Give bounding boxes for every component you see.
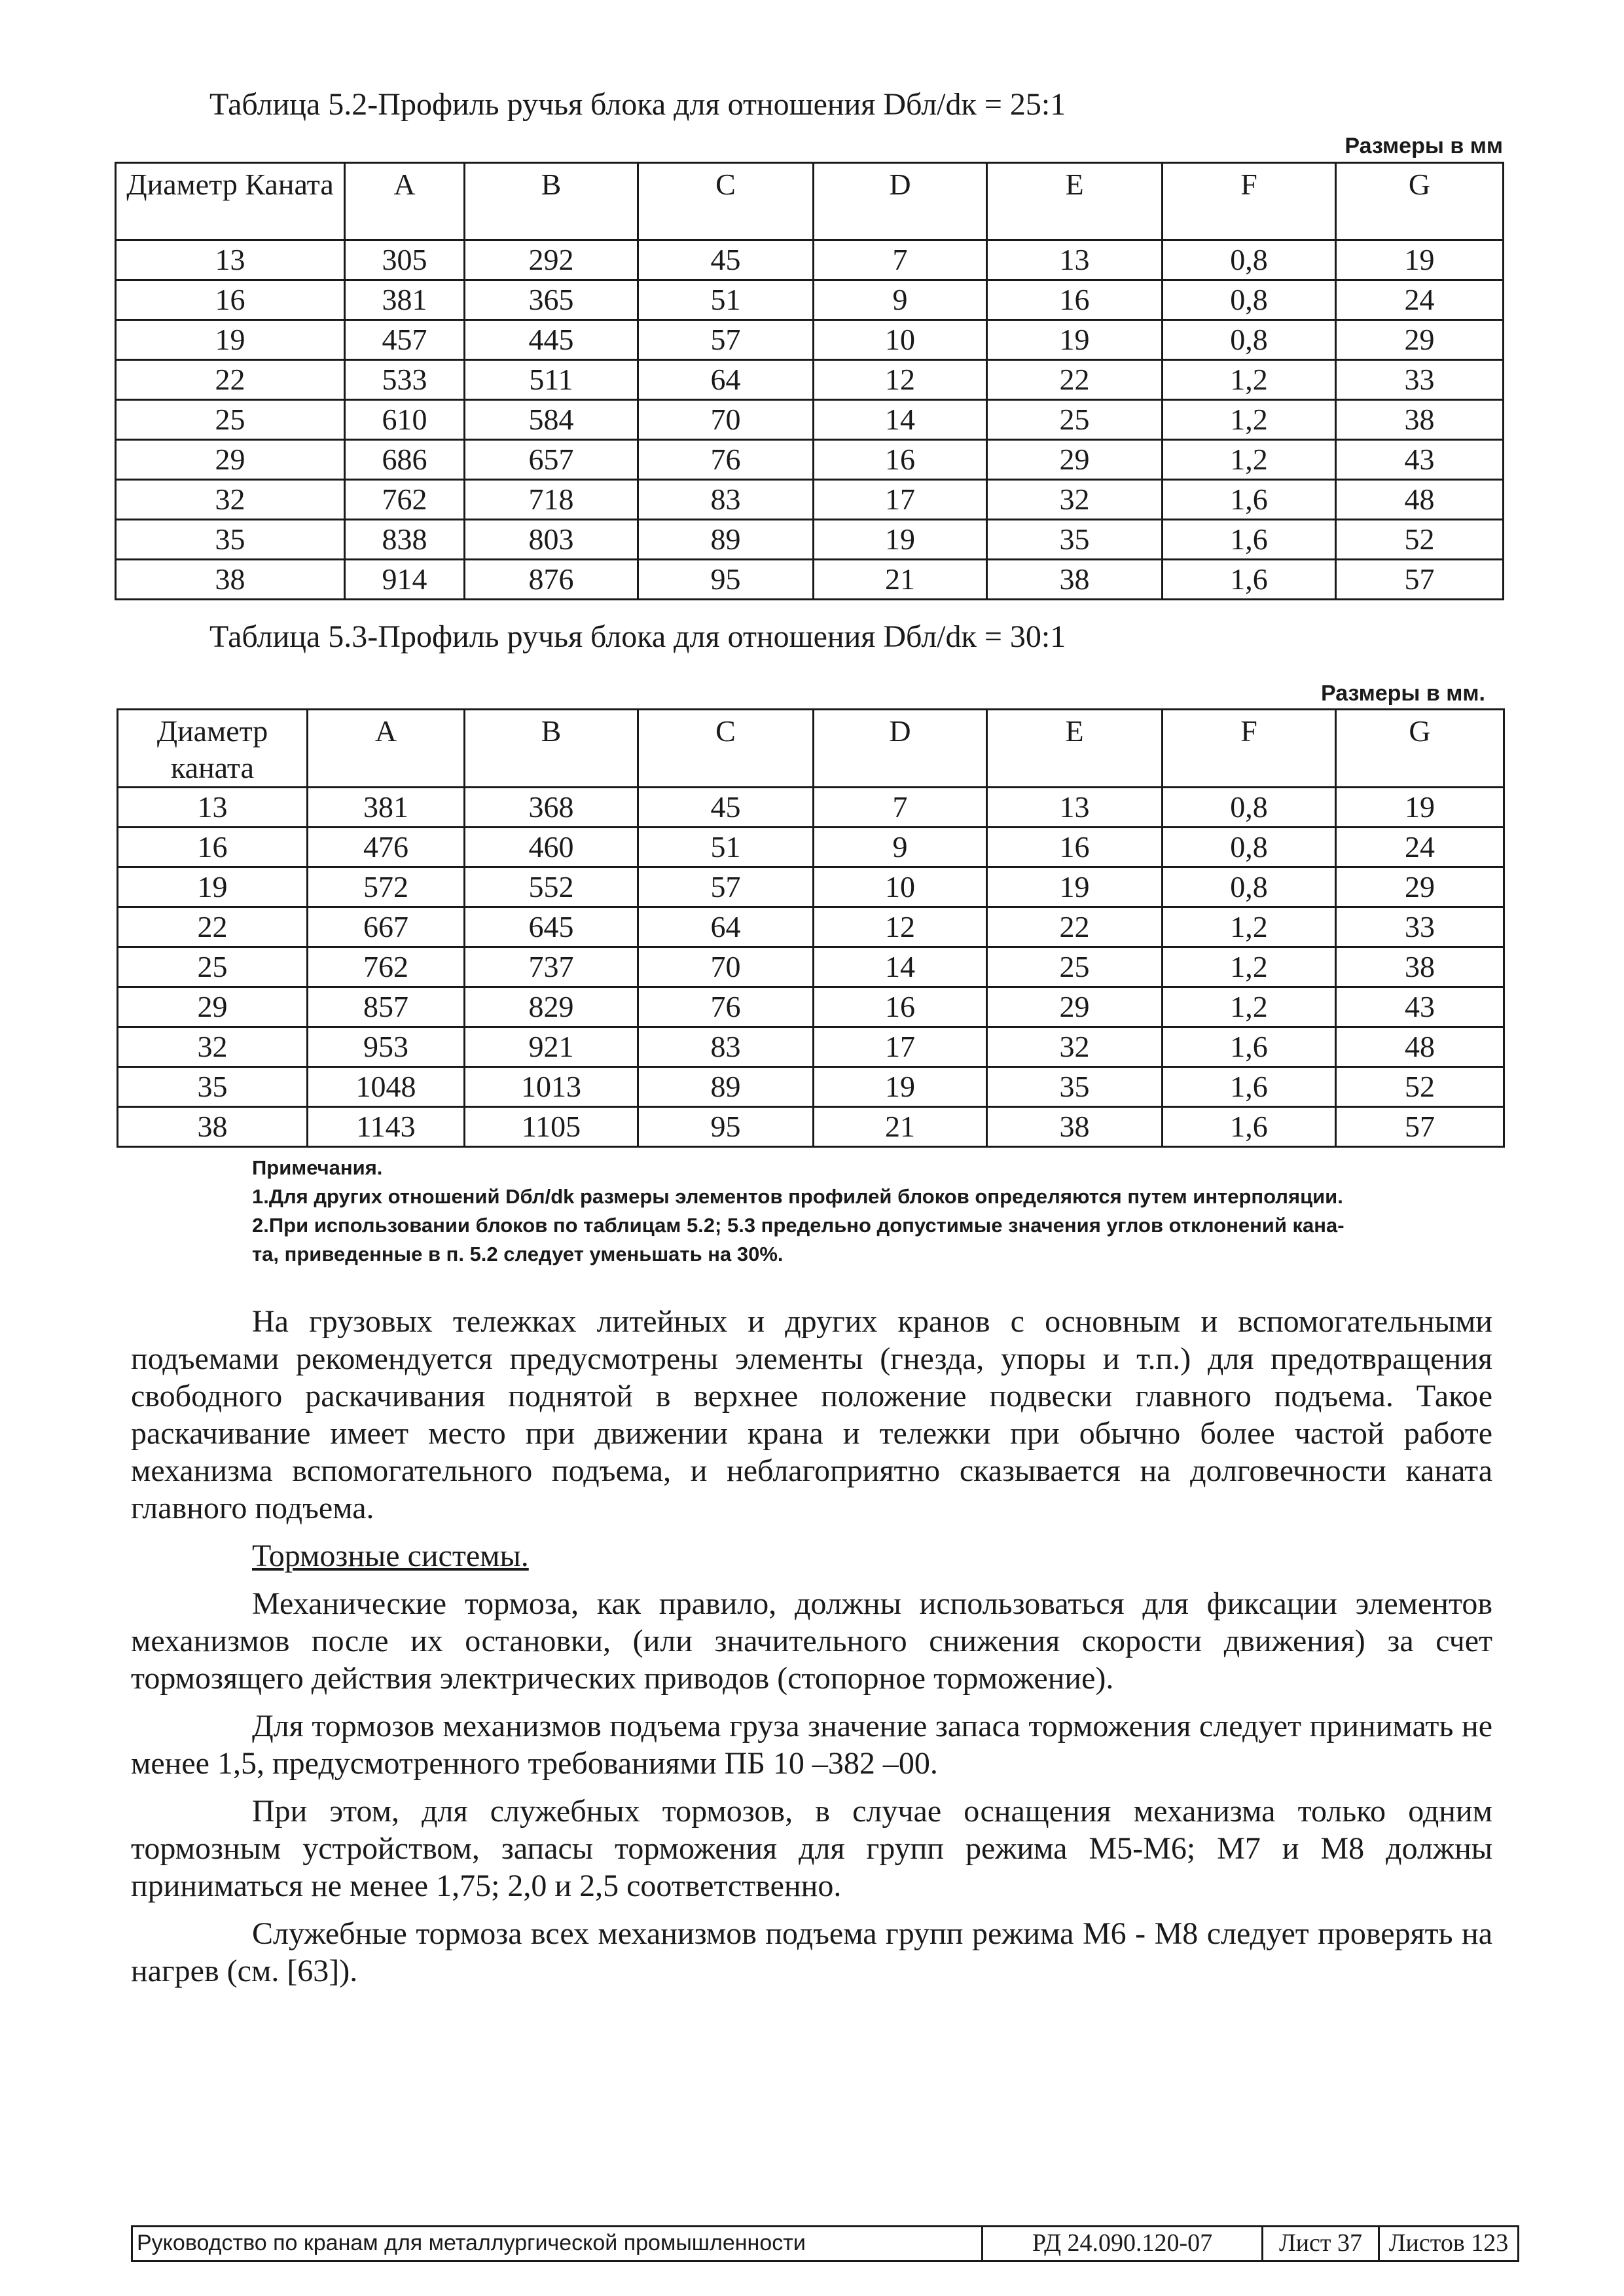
table-row [116,360,1504,400]
table-cell: 12 [814,360,987,400]
table-cell: 35 [116,520,345,560]
table-cell: 533 [345,360,465,400]
table-cell: 22 [118,907,308,947]
paragraph: Служебные тормоза всех механизмов подъема групп режима М6 - М8 следует проверять на нагрев (см. [63]). [131,1916,1492,1988]
table-row [116,560,1504,600]
table-row [116,440,1504,480]
table-body [116,240,1504,600]
body-text [131,1303,1492,2000]
table-cell: 13 [116,240,345,280]
header-cell: D [814,163,987,240]
table-cell: 19 [814,1067,987,1107]
table-cell: 33 [1336,907,1504,947]
table-cell: 48 [1336,480,1504,520]
table-row [118,828,1504,867]
table-cell: 1,2 [1163,440,1336,480]
table-cell: 292 [465,240,638,280]
table-cell: 1,6 [1163,560,1336,600]
table-cell: 762 [308,947,465,987]
header-cell: B [465,163,638,240]
table-cell: 1105 [465,1107,638,1147]
table-cell: 89 [638,520,814,560]
table-cell: 368 [465,788,638,828]
note-1: 1.Для других отношений Dбл/dk размеры элементов профилей блоков определяются путем интерполяции. [252,1185,1343,1208]
table-cell: 953 [308,1027,465,1067]
table-cell: 1,6 [1163,1067,1336,1107]
table-cell: 33 [1336,360,1504,400]
table-cell: 38 [118,1107,308,1147]
table-cell: 57 [1336,1107,1504,1147]
table-cell: 83 [638,480,814,520]
groove-profile-table-30 [117,708,1505,1148]
table-row [118,867,1504,907]
table-cell: 25 [116,400,345,440]
table-cell: 17 [814,1027,987,1067]
table-cell: 19 [987,867,1163,907]
table-header-row [118,710,1504,788]
table-cell: 29 [116,440,345,480]
table-cell: 24 [1336,828,1504,867]
table-cell: 76 [638,987,814,1027]
table-cell: 83 [638,1027,814,1067]
table-cell: 95 [638,560,814,600]
table-cell: 16 [814,440,987,480]
table-cell: 16 [118,828,308,867]
table-cell: 457 [345,320,465,360]
table-cell: 22 [987,360,1163,400]
header-cell: A [308,710,465,788]
table-cell: 48 [1336,1027,1504,1067]
table-cell: 19 [814,520,987,560]
table-body [118,788,1504,1147]
table-cell: 52 [1336,1067,1504,1107]
notes [252,1154,1496,1269]
table-row [116,280,1504,320]
table-cell: 13 [987,240,1163,280]
table-cell: 718 [465,480,638,520]
paragraph: На грузовых тележках литейных и других кранов с основным и вспомогательными подъемами рекомендуется предусмотрены элементы (гнезда, упоры и т.п.) для предотвращения свободного раскачивания поднятой в верхнее положение подвески главного подъема. Такое раскачивание имеет место при движении крана и тележки при обычно более частой работе механизма вспомогательного подъема, и неблагоприятно сказывается на долговечности каната главного подъема. [131,1304,1492,1525]
footer-document-code: РД 24.090.120-07 [983,2227,1263,2260]
header-cell: Диаметр каната [118,710,308,788]
table-cell: 0,8 [1163,867,1336,907]
table-cell: 45 [638,240,814,280]
table-cell: 552 [465,867,638,907]
table-cell: 35 [118,1067,308,1107]
groove-profile-table-25 [115,162,1504,600]
table-cell: 25 [987,947,1163,987]
table-cell: 38 [987,1107,1163,1147]
table-cell: 476 [308,828,465,867]
table-cell: 1,6 [1163,480,1336,520]
table-cell: 16 [987,828,1163,867]
table-cell: 762 [345,480,465,520]
paragraph: Для тормозов механизмов подъема груза значение запаса торможения следует принимать не менее 1,5, предусмотренного требованиями ПБ 10 –382 –00. [131,1709,1492,1781]
table-row [118,907,1504,947]
table-cell: 13 [987,788,1163,828]
paragraph: Механические тормоза, как правило, должны использоваться для фиксации элементов механизмов после их остановки, (или значительного снижения скорости движения) за счет тормозящего действия электрических приводов (стопорное торможение). [131,1586,1492,1696]
table-cell: 70 [638,947,814,987]
paragraph: При этом, для служебных тормозов, в случае оснащения механизма только одним тормозным устройством, запасы торможения для групп режима М5-М6; М7 и М8 должны приниматься не менее 1,75; 2,0 и 2,5 соответственно. [131,1794,1492,1903]
table-cell: 686 [345,440,465,480]
table-row [118,1067,1504,1107]
table-cell: 43 [1336,440,1504,480]
table-cell: 19 [1336,240,1504,280]
table-cell: 7 [814,240,987,280]
table-row [118,1027,1504,1067]
table-cell: 0,8 [1163,320,1336,360]
header-cell: F [1163,710,1336,788]
table-cell: 737 [465,947,638,987]
table-cell: 22 [987,907,1163,947]
table-row [116,480,1504,520]
table-cell: 876 [465,560,638,600]
table2-caption: Таблица 5.3-Профиль ручья блока для отношения Dбл/dк = 30:1 [209,619,1066,654]
table-cell: 803 [465,520,638,560]
table-cell: 29 [987,987,1163,1027]
table-cell: 13 [118,788,308,828]
table-cell: 667 [308,907,465,947]
table-cell: 43 [1336,987,1504,1027]
table-cell: 1,6 [1163,1027,1336,1067]
table-cell: 857 [308,987,465,1027]
table-cell: 70 [638,400,814,440]
table-cell: 19 [987,320,1163,360]
table-cell: 10 [814,320,987,360]
table-cell: 38 [116,560,345,600]
table-cell: 0,8 [1163,280,1336,320]
table-cell: 19 [1336,788,1504,828]
table-cell: 32 [118,1027,308,1067]
table-cell: 35 [987,1067,1163,1107]
table-cell: 1,2 [1163,987,1336,1027]
header-cell: B [465,710,638,788]
table-cell: 52 [1336,520,1504,560]
table-cell: 32 [987,480,1163,520]
table-cell: 572 [308,867,465,907]
table-cell: 9 [814,828,987,867]
section-heading: Тормозные системы. [252,1539,529,1573]
table-cell: 24 [1336,280,1504,320]
header-cell: G [1336,163,1504,240]
header-cell: G [1336,710,1504,788]
table-cell: 657 [465,440,638,480]
table-cell: 29 [987,440,1163,480]
table-cell: 914 [345,560,465,600]
table-cell: 64 [638,360,814,400]
table-cell: 57 [638,867,814,907]
table-cell: 45 [638,788,814,828]
table-cell: 1,2 [1163,947,1336,987]
table-row [118,1107,1504,1147]
table-cell: 29 [1336,867,1504,907]
table-cell: 12 [814,907,987,947]
header-cell: E [987,163,1163,240]
table-cell: 19 [118,867,308,907]
table-cell: 1048 [308,1067,465,1107]
table-cell: 381 [308,788,465,828]
table-cell: 584 [465,400,638,440]
table-cell: 0,8 [1163,788,1336,828]
table-cell: 21 [814,560,987,600]
table-cell: 10 [814,867,987,907]
table-cell: 16 [116,280,345,320]
table-cell: 460 [465,828,638,867]
table-cell: 51 [638,280,814,320]
table-cell: 38 [1336,947,1504,987]
table-row [118,788,1504,828]
header-cell: E [987,710,1163,788]
table-cell: 35 [987,520,1163,560]
table-cell: 95 [638,1107,814,1147]
table-cell: 0,8 [1163,240,1336,280]
footer-stamp [131,2225,1519,2262]
table-cell: 645 [465,907,638,947]
table-cell: 16 [987,280,1163,320]
table-cell: 305 [345,240,465,280]
table-cell: 29 [118,987,308,1027]
table-cell: 1,2 [1163,360,1336,400]
table-cell: 21 [814,1107,987,1147]
table-cell: 1013 [465,1067,638,1107]
table-cell: 1,2 [1163,400,1336,440]
table-cell: 22 [116,360,345,400]
table1-units: Размеры в мм [1344,134,1503,158]
table-cell: 921 [465,1027,638,1067]
table-header-row [116,163,1504,240]
table-cell: 17 [814,480,987,520]
table-cell: 9 [814,280,987,320]
table-cell: 610 [345,400,465,440]
header-cell: Диаметр Каната [116,163,345,240]
table-cell: 0,8 [1163,828,1336,867]
table-cell: 365 [465,280,638,320]
header-cell: F [1163,163,1336,240]
footer-sheet-count: Листов 123 [1388,2229,1509,2257]
table-cell: 829 [465,987,638,1027]
header-cell: C [638,710,814,788]
footer-document-title: Руководство по кранам для металлургической промышленности [133,2227,983,2260]
table-cell: 7 [814,788,987,828]
table-cell: 57 [638,320,814,360]
table-cell: 64 [638,907,814,947]
table-cell: 51 [638,828,814,867]
table-cell: 38 [987,560,1163,600]
table-cell: 14 [814,400,987,440]
table-cell: 29 [1336,320,1504,360]
table-cell: 445 [465,320,638,360]
table-row [116,400,1504,440]
table-cell: 25 [118,947,308,987]
table-row [118,987,1504,1027]
table-cell: 1,2 [1163,907,1336,947]
table-cell: 89 [638,1067,814,1107]
table-cell: 57 [1336,560,1504,600]
header-cell: A [345,163,465,240]
header-cell: C [638,163,814,240]
table-cell: 38 [1336,400,1504,440]
table-cell: 1,6 [1163,520,1336,560]
table-cell: 32 [987,1027,1163,1067]
table-row [116,240,1504,280]
table-cell: 32 [116,480,345,520]
table-row [116,320,1504,360]
table2-units: Размеры в мм. [1320,681,1485,706]
table-cell: 838 [345,520,465,560]
header-cell: D [814,710,987,788]
table-cell: 511 [465,360,638,400]
table-cell: 1,6 [1163,1107,1336,1147]
footer-sheet-number: Лист 37 [1263,2227,1380,2260]
table-row [118,947,1504,987]
note-2-cont: та, приведенные в п. 5.2 следует уменьшать на 30%. [252,1243,784,1266]
table-cell: 381 [345,280,465,320]
table1-caption: Таблица 5.2-Профиль ручья блока для отношения Dбл/dк = 25:1 [209,87,1066,122]
table-cell: 19 [116,320,345,360]
table-cell: 76 [638,440,814,480]
table-row [116,520,1504,560]
table-cell: 16 [814,987,987,1027]
table-cell: 25 [987,400,1163,440]
notes-title: Примечания. [252,1156,383,1179]
note-2: 2.При использовании блоков по таблицам 5.2; 5.3 предельно допустимые значения углов отклонений кана- [252,1214,1344,1237]
table-cell: 1143 [308,1107,465,1147]
table-cell: 14 [814,947,987,987]
